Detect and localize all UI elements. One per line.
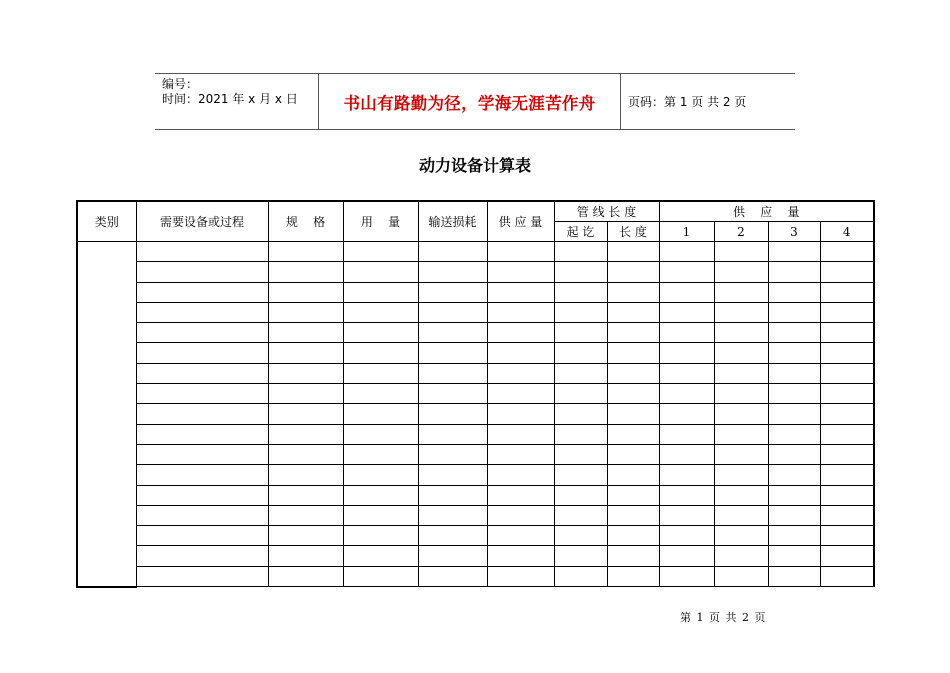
header-equipment: 需要设备或过程	[136, 201, 268, 242]
table-cell	[607, 505, 659, 525]
table-cell	[268, 343, 343, 363]
table-cell	[554, 404, 607, 424]
table-cell	[136, 343, 268, 363]
table-cell	[487, 526, 554, 546]
header-page-info: 页码：第 1 页 共 2 页	[628, 95, 747, 109]
table-cell	[714, 444, 768, 464]
table-cell	[659, 424, 714, 444]
table-cell	[659, 302, 714, 322]
table-cell	[607, 363, 659, 383]
table-cell	[714, 262, 768, 282]
table-cell	[343, 526, 418, 546]
table-cell	[418, 302, 487, 322]
table-row	[77, 302, 874, 322]
table-row	[77, 444, 874, 464]
table-cell	[607, 384, 659, 404]
table-cell	[554, 505, 607, 525]
table-cell	[607, 242, 659, 262]
header-supply: 供 应 量	[487, 201, 554, 242]
table-cell	[343, 282, 418, 302]
table-row	[77, 404, 874, 424]
header-motto-cell	[318, 74, 621, 129]
table-cell	[343, 363, 418, 383]
table-cell	[768, 384, 820, 404]
table-row	[77, 262, 874, 282]
table-cell	[554, 384, 607, 404]
table-cell	[714, 363, 768, 383]
header-meta	[155, 74, 318, 129]
table-row	[77, 505, 874, 525]
table-cell	[487, 343, 554, 363]
table-cell	[343, 384, 418, 404]
table-cell	[136, 485, 268, 505]
table-cell	[768, 424, 820, 444]
table-cell	[554, 343, 607, 363]
table-cell	[418, 384, 487, 404]
table-cell	[659, 262, 714, 282]
table-cell	[768, 505, 820, 525]
table-cell	[487, 505, 554, 525]
table-cell	[418, 424, 487, 444]
table-cell	[768, 262, 820, 282]
table-cell	[659, 444, 714, 464]
table-cell	[487, 242, 554, 262]
table-cell	[714, 465, 768, 485]
table-cell	[607, 323, 659, 343]
table-cell	[418, 363, 487, 383]
table-cell	[768, 343, 820, 363]
table-cell	[268, 566, 343, 586]
table-cell	[820, 424, 874, 444]
table-cell	[820, 444, 874, 464]
table-cell	[714, 546, 768, 566]
table-cell	[268, 262, 343, 282]
table-cell	[268, 444, 343, 464]
table-cell	[487, 282, 554, 302]
table-cell	[820, 323, 874, 343]
table-cell	[768, 242, 820, 262]
table-cell	[714, 424, 768, 444]
table-cell	[607, 343, 659, 363]
header-spec: 规 格	[268, 201, 343, 242]
header-supply-amount: 供 应 量	[659, 201, 874, 222]
table-cell	[659, 485, 714, 505]
table-cell	[487, 363, 554, 383]
table-cell	[768, 566, 820, 586]
table-cell	[136, 546, 268, 566]
table-cell	[136, 465, 268, 485]
header-supply-2: 2	[714, 222, 768, 242]
table-cell	[268, 323, 343, 343]
table-cell	[418, 282, 487, 302]
table-cell	[268, 505, 343, 525]
table-cell	[820, 566, 874, 586]
table-row	[77, 424, 874, 444]
table-cell	[136, 282, 268, 302]
table-cell	[659, 323, 714, 343]
table-cell	[820, 363, 874, 383]
table-row	[77, 343, 874, 363]
header-pipe-length: 管 线 长 度	[554, 201, 659, 222]
table-cell	[768, 526, 820, 546]
table-cell	[487, 546, 554, 566]
header-pipe-len: 长 度	[607, 222, 659, 242]
header-loss: 输送损耗	[418, 201, 487, 242]
table-cell	[343, 343, 418, 363]
table-cell	[607, 424, 659, 444]
table-cell	[418, 323, 487, 343]
header-supply-4: 4	[820, 222, 874, 242]
table-cell	[487, 444, 554, 464]
table-cell	[659, 505, 714, 525]
table-cell	[554, 302, 607, 322]
table-cell	[554, 262, 607, 282]
table-cell	[343, 323, 418, 343]
table-cell	[768, 323, 820, 343]
table-cell	[268, 302, 343, 322]
header-pipe-start-end: 起 讫	[554, 222, 607, 242]
table-cell	[768, 282, 820, 302]
table-cell	[418, 526, 487, 546]
table-cell	[768, 363, 820, 383]
serial-label: 编号：	[162, 77, 199, 91]
table-cell	[607, 566, 659, 586]
table-cell	[136, 323, 268, 343]
table-cell	[659, 282, 714, 302]
header-supply-1: 1	[659, 222, 714, 242]
table-cell	[487, 323, 554, 343]
table-cell	[418, 465, 487, 485]
table-row	[77, 282, 874, 302]
table-cell	[136, 262, 268, 282]
table-cell	[607, 404, 659, 424]
table-cell	[136, 444, 268, 464]
table-cell	[487, 485, 554, 505]
table-cell	[659, 363, 714, 383]
table-cell	[268, 526, 343, 546]
table-cell	[714, 282, 768, 302]
table-cell	[659, 343, 714, 363]
table-cell	[136, 242, 268, 262]
table-cell	[554, 242, 607, 262]
table-cell	[136, 424, 268, 444]
table-row	[77, 526, 874, 546]
table-cell	[418, 343, 487, 363]
table-cell	[343, 485, 418, 505]
table-cell	[714, 343, 768, 363]
table-cell	[714, 505, 768, 525]
table-cell	[659, 465, 714, 485]
table-row	[77, 546, 874, 566]
table-cell	[607, 485, 659, 505]
table-cell	[820, 343, 874, 363]
table-cell	[768, 444, 820, 464]
table-cell	[820, 404, 874, 424]
category-cell	[77, 242, 136, 587]
table-row	[77, 384, 874, 404]
table-cell	[343, 262, 418, 282]
table-cell	[268, 424, 343, 444]
table-cell	[487, 424, 554, 444]
table-cell	[607, 282, 659, 302]
table-cell	[268, 404, 343, 424]
table-cell	[820, 485, 874, 505]
table-cell	[268, 546, 343, 566]
table-cell	[607, 444, 659, 464]
table-row	[77, 323, 874, 343]
table-cell	[268, 363, 343, 383]
table-cell	[418, 242, 487, 262]
header-category: 类别	[77, 201, 136, 242]
table-cell	[714, 302, 768, 322]
motto-text: 书山有路勤为径，学海无涯苦作舟	[343, 93, 596, 113]
table-cell	[136, 566, 268, 586]
table-cell	[487, 302, 554, 322]
table-cell	[136, 404, 268, 424]
table-cell	[418, 566, 487, 586]
table-cell	[487, 465, 554, 485]
table-cell	[607, 526, 659, 546]
table-cell	[820, 282, 874, 302]
table-row	[77, 485, 874, 505]
table-cell	[820, 384, 874, 404]
table-cell	[768, 485, 820, 505]
table-cell	[607, 302, 659, 322]
table-cell	[714, 404, 768, 424]
header-page-cell	[620, 74, 795, 129]
table-row	[77, 363, 874, 383]
table-cell	[820, 242, 874, 262]
table-cell	[343, 465, 418, 485]
table-cell	[343, 444, 418, 464]
table-cell	[714, 242, 768, 262]
table-cell	[554, 485, 607, 505]
table-cell	[554, 323, 607, 343]
table-cell	[659, 384, 714, 404]
table-cell	[820, 465, 874, 485]
table-cell	[607, 262, 659, 282]
table-cell	[343, 404, 418, 424]
table-cell	[487, 262, 554, 282]
table-cell	[554, 465, 607, 485]
table-cell	[343, 302, 418, 322]
table-cell	[820, 546, 874, 566]
table-cell	[607, 546, 659, 566]
table-cell	[659, 526, 714, 546]
table-cell	[268, 465, 343, 485]
table-cell	[136, 384, 268, 404]
table-cell	[714, 485, 768, 505]
page-title: 动力设备计算表	[418, 156, 531, 175]
table-cell	[768, 465, 820, 485]
table-cell	[418, 262, 487, 282]
table-cell	[554, 282, 607, 302]
table-cell	[554, 444, 607, 464]
table-cell	[820, 302, 874, 322]
table-cell	[820, 262, 874, 282]
table-cell	[418, 546, 487, 566]
table-cell	[554, 566, 607, 586]
table-cell	[554, 424, 607, 444]
equipment-table	[76, 200, 875, 588]
table-header-row-1	[77, 201, 874, 222]
table-cell	[136, 526, 268, 546]
table-cell	[607, 465, 659, 485]
header-supply-3: 3	[768, 222, 820, 242]
table-cell	[487, 384, 554, 404]
table-row	[77, 242, 874, 262]
table-cell	[714, 566, 768, 586]
table-cell	[136, 363, 268, 383]
table-cell	[268, 282, 343, 302]
table-cell	[554, 546, 607, 566]
table-cell	[820, 526, 874, 546]
table-cell	[418, 404, 487, 424]
table-cell	[820, 505, 874, 525]
table-cell	[659, 404, 714, 424]
table-cell	[343, 424, 418, 444]
header-usage: 用 量	[343, 201, 418, 242]
table-cell	[487, 404, 554, 424]
table-cell	[343, 546, 418, 566]
table-cell	[659, 566, 714, 586]
table-cell	[768, 404, 820, 424]
table-cell	[554, 526, 607, 546]
table-cell	[659, 546, 714, 566]
table-cell	[418, 444, 487, 464]
table-cell	[714, 526, 768, 546]
table-cell	[136, 302, 268, 322]
table-cell	[268, 242, 343, 262]
table-cell	[768, 546, 820, 566]
document-header	[155, 73, 795, 130]
time-label: 时间：2021 年 x 月 x 日	[162, 92, 298, 106]
table-row	[77, 566, 874, 586]
table-cell	[714, 384, 768, 404]
table-cell	[268, 384, 343, 404]
table-cell	[136, 505, 268, 525]
table-cell	[418, 505, 487, 525]
table-cell	[343, 505, 418, 525]
table-cell	[343, 242, 418, 262]
table-cell	[659, 242, 714, 262]
table-cell	[343, 566, 418, 586]
table-cell	[418, 485, 487, 505]
footer-page-number: 第 1 页 共 2 页	[680, 611, 767, 624]
table-cell	[268, 485, 343, 505]
table-cell	[714, 323, 768, 343]
table-cell	[768, 302, 820, 322]
table-row	[77, 465, 874, 485]
table-cell	[554, 363, 607, 383]
table-cell	[487, 566, 554, 586]
